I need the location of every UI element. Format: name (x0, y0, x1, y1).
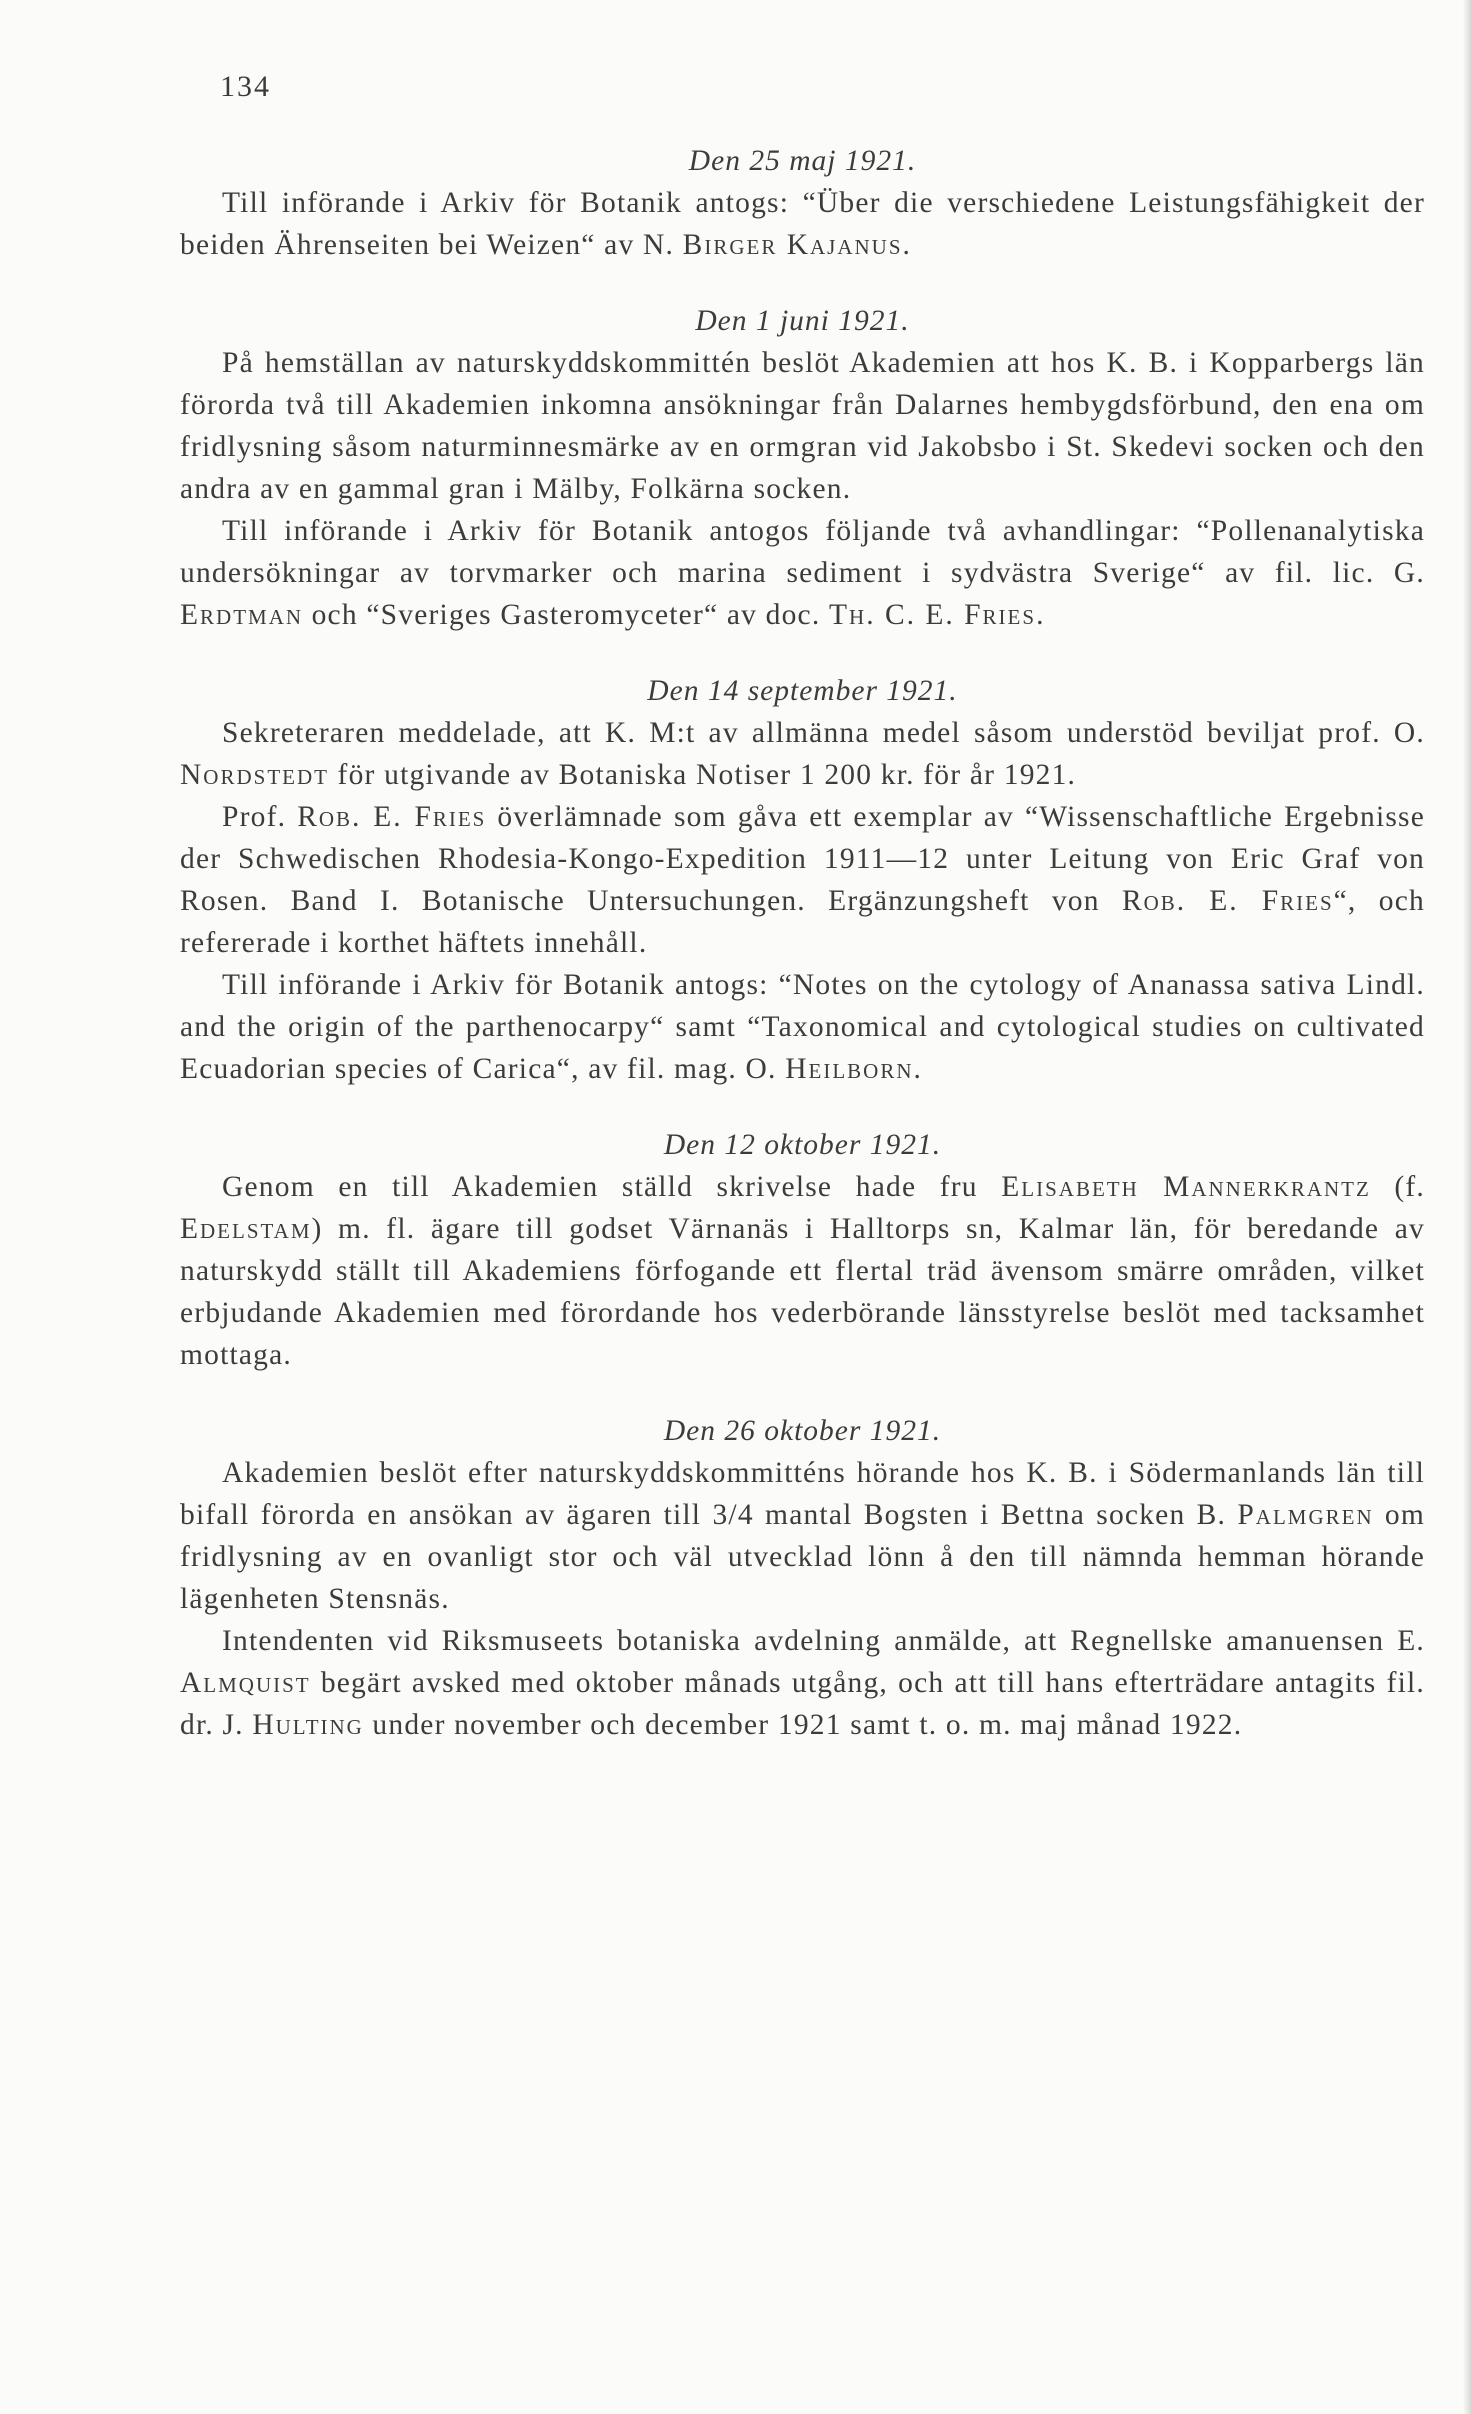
text-run: och “Sveriges Gasteromyceter“ av doc. (303, 599, 830, 631)
paragraph (180, 1452, 1425, 1620)
author-name: Heilborn (785, 1053, 914, 1085)
paragraph (180, 342, 1425, 510)
text-run: Intendenten vid Riksmuseets botaniska avdelning anmälde, att Regnellske amanuensen E. (222, 1625, 1425, 1657)
text-run: (f. (1370, 1171, 1425, 1203)
author-name: Edelstam (180, 1213, 312, 1245)
paragraph (180, 1620, 1425, 1746)
section-1-juni-1921 (180, 300, 1425, 636)
text-run: Prof. (222, 801, 298, 833)
page-edge-shadow (1463, 0, 1471, 2414)
author-name: Birger Kajanus (682, 229, 903, 261)
section-26-oktober-1921 (180, 1410, 1425, 1746)
author-name: Elisabeth Mannerkrantz (1001, 1171, 1371, 1203)
text-run: Genom en till Akademien ställd skrivelse hade fru (222, 1171, 1002, 1203)
fraction: 3/4 (712, 1499, 754, 1531)
text-run: “, och refererade i korthet häftets innehåll. (180, 885, 1425, 959)
text-run: Till införande i Arkiv för Botanik antogs: “Über die verschiedene Leistungsfähigkeit der beiden Ährenseiten bei Weizen“ av N. (180, 187, 1425, 261)
paragraph (180, 796, 1425, 964)
section-25-maj-1921 (180, 140, 1425, 266)
page-number: 134 (220, 70, 271, 103)
author-name: Rob. E. Fries (1121, 885, 1334, 917)
author-name: Rob. E. Fries (297, 801, 487, 833)
paragraph (180, 182, 1425, 266)
text-run: . (913, 1053, 923, 1085)
section-12-oktober-1921 (180, 1124, 1425, 1376)
minutes-text-block (180, 140, 1425, 1746)
author-name: Palmgren (1237, 1499, 1374, 1531)
text-run: ) m. fl. ägare till godset Värnanäs i Halltorps sn, Kalmar län, för beredande av naturskydd ställt till Akademiens förfogande ett flertal träd ävensom smärre områden, vilket erbjudande Akademien med förordande hos vederbörande länsstyrelse beslöt med tacksamhet mottaga. (180, 1213, 1425, 1371)
author-name: Erdtman (180, 599, 304, 631)
date-heading: Den 1 juni 1921. (695, 305, 910, 337)
text-run: om fridlysning av en ovanligt stor och väl utvecklad lönn å den till nämnda hemman hörande lägenheten Stensnäs. (180, 1499, 1426, 1615)
author-name: Nordstedt (180, 759, 329, 791)
date-heading: Den 14 september 1921. (647, 675, 958, 707)
text-run: överlämnade som gåva ett exemplar av “Wissenschaftliche Ergebnisse der Schwedischen Rhodesia-Kongo-Expedition 1911—12 unter Leitung von Eric Graf von Rosen. Band I. Botanische Untersuchungen. Ergänzungsheft von (180, 801, 1425, 917)
paragraph (180, 510, 1425, 636)
text-run: under november och december 1921 samt t. o. m. maj månad 1922. (363, 1709, 1243, 1741)
date-heading: Den 12 oktober 1921. (663, 1129, 942, 1161)
text-run: Akademien beslöt efter naturskyddskommitténs hörande hos K. B. i Södermanlands län till bifall förorda en ansökan av ägaren till (180, 1457, 1425, 1531)
author-name: Th. C. E. Fries (829, 599, 1037, 631)
author-name: Almquist (180, 1667, 311, 1699)
text-run: Till införande i Arkiv för Botanik antogos följande två avhandlingar: “Pollenanalytiska undersökningar av torvmarker och marina sediment i sydvästra Sverige“ av fil. lic. G. (180, 515, 1425, 589)
text-run: för utgivande av Botaniska Notiser 1 200 kr. för år 1921. (328, 759, 1077, 791)
text-run: . (902, 229, 912, 261)
section-14-september-1921 (180, 670, 1425, 1090)
text-run: mantal Bogsten i Bettna socken B. (753, 1499, 1238, 1531)
text-run: begärt avsked med oktober månads utgång, och att till hans efterträdare antagits fil. dr. J. (180, 1667, 1425, 1741)
paragraph (180, 712, 1425, 796)
text-run: På hemställan av naturskyddskommittén beslöt Akademien att hos K. B. i Kopparbergs län förorda två till Akademien inkomna ansökningar från Dalarnes hembygdsförbund, den ena om fridlysning såsom naturminnesmärke av en ormgran vid Jakobsbo i St. Skedevi socken och den andra av en gammal gran i Mälby, Folkärna socken. (180, 347, 1425, 505)
author-name: Hulting (252, 1709, 364, 1741)
paragraph (180, 964, 1425, 1090)
text-run: Till införande i Arkiv för Botanik antogs: “Notes on the cytology of Ananassa sativa Lindl. and the origin of the parthenocarpy“ samt “Taxonomical and cytological studies on cultivated Ecuadorian species of Carica“, av fil. mag. O. (180, 969, 1425, 1085)
text-run: Sekreteraren meddelade, att K. M:t av allmänna medel såsom understöd beviljat prof. O. (222, 717, 1425, 749)
date-heading: Den 25 maj 1921. (688, 145, 917, 177)
paragraph (180, 1166, 1425, 1376)
text-run: . (1036, 599, 1045, 631)
date-heading: Den 26 oktober 1921. (663, 1415, 942, 1447)
